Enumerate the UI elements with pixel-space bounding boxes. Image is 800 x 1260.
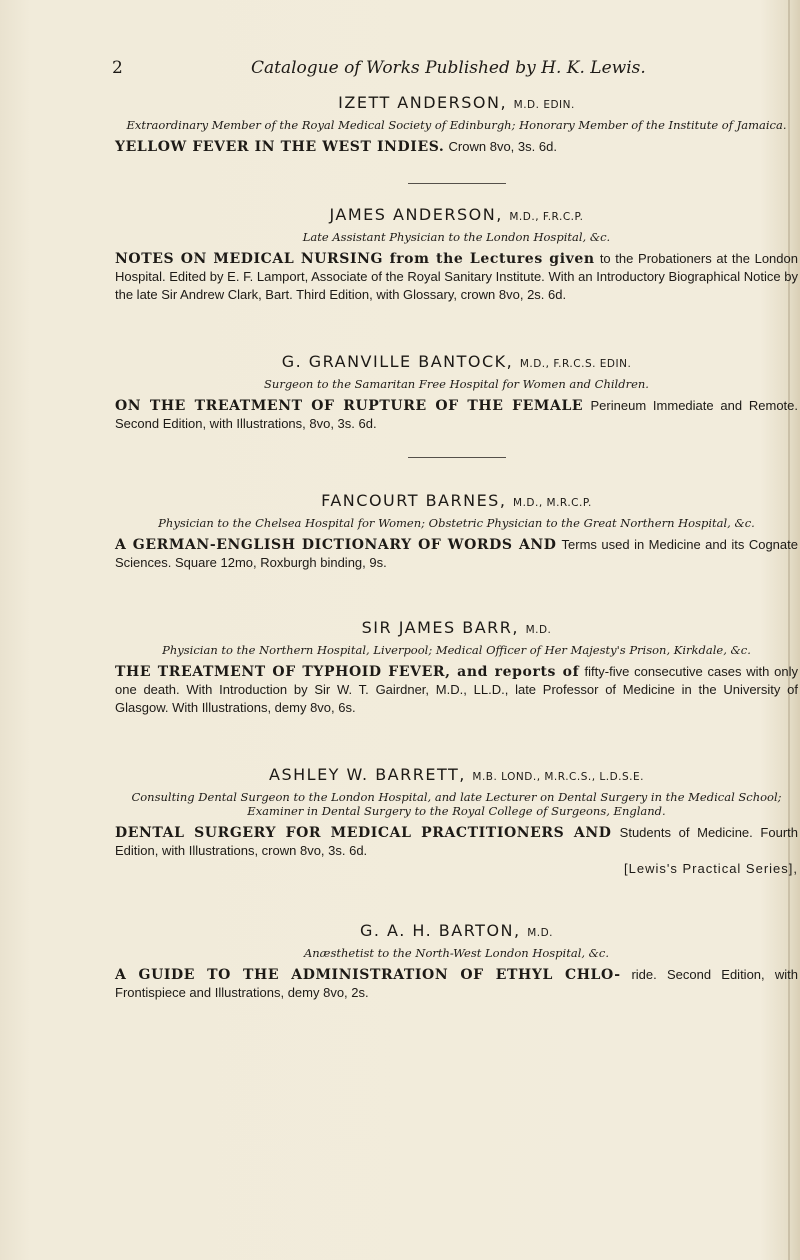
author-degrees: M.D. xyxy=(525,624,552,636)
catalogue-entry xyxy=(115,490,798,572)
work-description xyxy=(115,536,798,572)
author-position: Anæsthetist to the North-West London Hospital, &c. xyxy=(303,946,610,960)
author-position: Late Assistant Physician to the London Hospital, &c. xyxy=(302,230,611,244)
work-detail: Students of Medicine. Fourth Edition, with Illustrations, crown 8vo, 3s. 6d. xyxy=(115,825,798,858)
work-detail: Crown 8vo, 3s. 6d. xyxy=(448,139,557,154)
author-position: Physician to the Northern Hospital, Liverpool; Medical Officer of Her Majesty's Prison, Kirkdale, &c. xyxy=(162,643,751,657)
work-detail: Perineum Immediate and Remote. Second Edition, with Illustrations, 8vo, 3s. 6d. xyxy=(115,398,799,431)
work-detail: fifty-five consecutive cases with only one death. With Introduction by Sir W. T. Gairdner, M.D., LL.D., late Professor of Medicine in the University of Glasgow. With Illustrations, demy 8vo, 6s. xyxy=(115,664,799,715)
entry-divider xyxy=(408,183,506,184)
running-title: Catalogue of Works Published by H. K. Lewis. xyxy=(251,58,646,78)
work-description xyxy=(115,138,798,156)
author-degrees: M.D. xyxy=(527,927,554,939)
catalogue-entry xyxy=(115,92,798,156)
work-title: THE TREATMENT OF TYPHOID FEVER, and reports of xyxy=(115,664,580,680)
work-title: A GERMAN-ENGLISH DICTIONARY OF WORDS AND xyxy=(115,537,557,553)
author-degrees: M.D. EDIN. xyxy=(513,99,575,111)
catalogue-entry xyxy=(115,204,798,304)
author-degrees: M.D., F.R.C.S. EDIN. xyxy=(519,358,632,370)
author-name: G. GRANVILLE BANTOCK, M.D., F.R.C.S. EDIN. xyxy=(281,352,632,371)
author-name: G. A. H. BARTON, M.D. xyxy=(359,921,554,940)
author-degrees: M.D., M.R.C.P. xyxy=(513,497,592,509)
work-title: YELLOW FEVER IN THE WEST INDIES. xyxy=(115,139,445,155)
author-name: FANCOURT BARNES, M.D., M.R.C.P. xyxy=(321,491,592,510)
entry-divider xyxy=(408,457,506,458)
author-position: Physician to the Chelsea Hospital for Women; Obstetric Physician to the Great Northern Hospital, &c. xyxy=(158,516,755,530)
author-position: Consulting Dental Surgeon to the London Hospital, and late Lecturer on Dental Surgery in the Medical School; Examiner in Dental Surgery to the Royal College of Surgeons, England. xyxy=(131,790,782,818)
work-detail: ride. Second Edition, with Frontispiece and Illustrations, demy 8vo, 2s. xyxy=(115,967,798,1000)
work-title: A GUIDE TO THE ADMINISTRATION OF ETHYL CHLO- xyxy=(115,967,621,983)
author-name: SIR JAMES BARR, M.D. xyxy=(361,618,552,637)
page-number: 2 xyxy=(112,58,123,78)
author-degrees: M.B. LOND., M.R.C.S., L.D.S.E. xyxy=(472,771,644,783)
work-description xyxy=(115,966,798,1002)
work-title: NOTES ON MEDICAL NURSING from the Lectures given xyxy=(115,251,595,267)
catalogue-entries xyxy=(115,92,798,1002)
work-title: DENTAL SURGERY FOR MEDICAL PRACTITIONERS AND xyxy=(115,825,612,841)
catalogue-entry xyxy=(115,617,798,717)
author-name: IZETT ANDERSON, M.D. EDIN. xyxy=(338,93,575,112)
catalogue-entry xyxy=(115,920,798,1002)
author-position: Surgeon to the Samaritan Free Hospital for Women and Children. xyxy=(264,377,649,391)
work-detail: to the Probationers at the London Hospital. Edited by E. F. Lamport, Associate of the Royal Sanitary Institute. With an Introductory Biographical Notice by the late Sir Andrew Clark, Bart. Third Edition, with Glossary, crown 8vo, 2s. 6d. xyxy=(115,251,798,302)
work-detail: Terms used in Medicine and its Cognate Sciences. Square 12mo, Roxburgh binding, 9s. xyxy=(115,537,798,570)
running-header xyxy=(112,58,672,80)
work-description xyxy=(115,397,798,433)
work-description xyxy=(115,824,798,860)
author-name: ASHLEY W. BARRETT, M.B. LOND., M.R.C.S., L.D.S.E. xyxy=(269,765,644,784)
author-degrees: M.D., F.R.C.P. xyxy=(509,211,584,223)
author-position: Extraordinary Member of the Royal Medical Society of Edinburgh; Honorary Member of the Institute of Jamaica. xyxy=(126,118,787,132)
work-description xyxy=(115,250,798,304)
work-description xyxy=(115,663,798,717)
series-note: [Lewis's Practical Series], xyxy=(624,861,798,876)
catalogue-entry xyxy=(115,351,798,433)
work-title: ON THE TREATMENT OF RUPTURE OF THE FEMALE xyxy=(115,398,584,414)
author-name: JAMES ANDERSON, M.D., F.R.C.P. xyxy=(329,205,584,224)
catalogue-entry xyxy=(115,764,798,877)
